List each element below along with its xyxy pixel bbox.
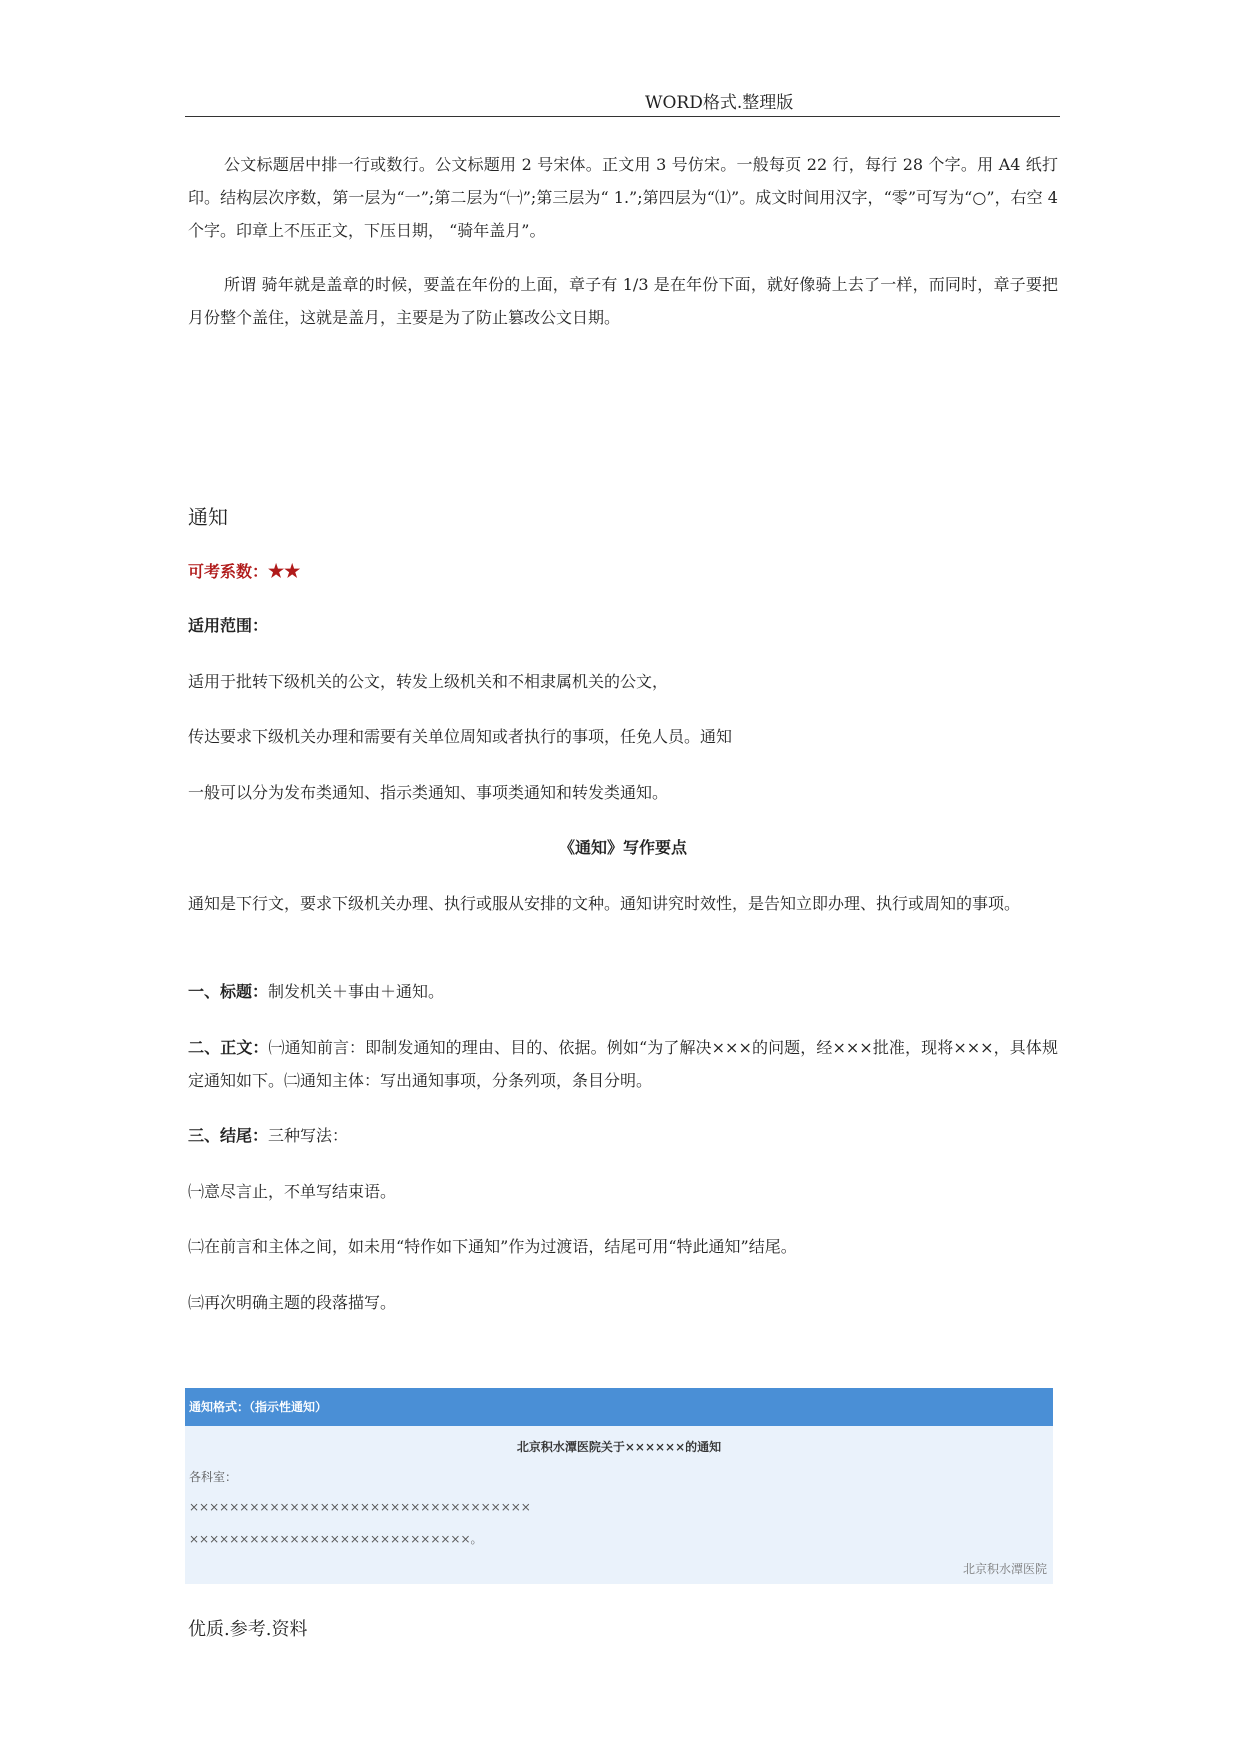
header-text: WORD格式.整理版 [645, 93, 794, 113]
item-2-label: 二、正文： [188, 1038, 269, 1057]
points-intro: 通知是下行文，要求下级机关办理、执行或服从安排的文种。通知讲究时效性，是告知立即办理、执行或周知的事项。 [188, 894, 1021, 913]
intro-paragraph-1: 公文标题居中排一行或数行。公文标题用 2 号宋体。正文用 3 号仿宋。一般每页 22 行，每行 28 个字。用 A4 纸打印。结构层次序数，第一层为“一”;第二层为“㈠”;第三层为“ 1.”;第四层为“⑴”。成文时间用汉字，“零”可写为“○”，右空 4 个字。印章上不压正文，下压日期， “骑年盖月”。 [188, 155, 1058, 240]
example-box-body [185, 1426, 1053, 1584]
item-1-label: 一、标题： [188, 982, 269, 1001]
item-3-text: 三种写法： [268, 1126, 349, 1145]
rating-label: 可考系数： [188, 562, 269, 581]
ending-1: ㈠意尽言止，不单写结束语。 [188, 1182, 397, 1201]
example-box-line-1: ×××××××××××××××××××××××××××××××××× [189, 1500, 531, 1514]
intro-paragraph-2: 所谓 骑年就是盖章的时候，要盖在年份的上面，章子有 1/3 是在年份下面，就好像骑上去了一样，而同时，章子要把月份整个盖住，这就是盖月，主要是为了防止篡改公文日期。 [188, 275, 1058, 327]
ending-3: ㈢再次明确主题的段落描写。 [188, 1293, 397, 1312]
ending-2: ㈡在前言和主体之间，如未用“特作如下通知”作为过渡语，结尾可用“特此通知”结尾。 [188, 1237, 797, 1256]
item-3-label: 三、结尾： [188, 1126, 269, 1145]
scope-line-3: 一般可以分为发布类通知、指示类通知、事项类通知和转发类通知。 [188, 783, 669, 802]
scope-label: 适用范围： [188, 616, 269, 635]
example-box-line-2: ××××××××××××××××××××××××××××。 [189, 1532, 483, 1546]
item-3 [188, 1124, 348, 1148]
scope-line-2: 传达要求下级机关办理和需要有关单位周知或者执行的事项，任免人员。通知 [188, 727, 733, 746]
example-box-org: 北京积水潭医院 [962, 1562, 1047, 1576]
star-icon: ★★ [268, 561, 301, 582]
example-box-header [185, 1388, 1053, 1426]
points-title: 《通知》写作要点 [558, 838, 687, 857]
example-box-salutation: 各科室： [189, 1470, 238, 1484]
item-1 [188, 980, 444, 1004]
item-2-text: ㈠通知前言：即制发通知的理由、目的、依据。例如“为了解决×××的问题，经×××批准，现将×××，具体规定通知如下。㈡通知主体：写出通知事项，分条列项，条目分明。 [188, 1038, 1058, 1090]
rating [188, 560, 300, 584]
page-footer: 优质.参考.资料 [188, 1619, 308, 1640]
example-box-title: 北京积水潭医院关于××××××的通知 [516, 1440, 722, 1454]
item-2 [188, 1031, 1058, 1097]
item-1-text: 制发机关＋事由＋通知。 [268, 982, 445, 1001]
scope-line-1: 适用于批转下级机关的公文，转发上级机关和不相隶属机关的公文， [188, 672, 669, 691]
example-box-header-text: 通知格式：（指示性通知） [189, 1400, 328, 1414]
section-title: 通知 [188, 505, 228, 529]
page-header [185, 86, 1060, 117]
